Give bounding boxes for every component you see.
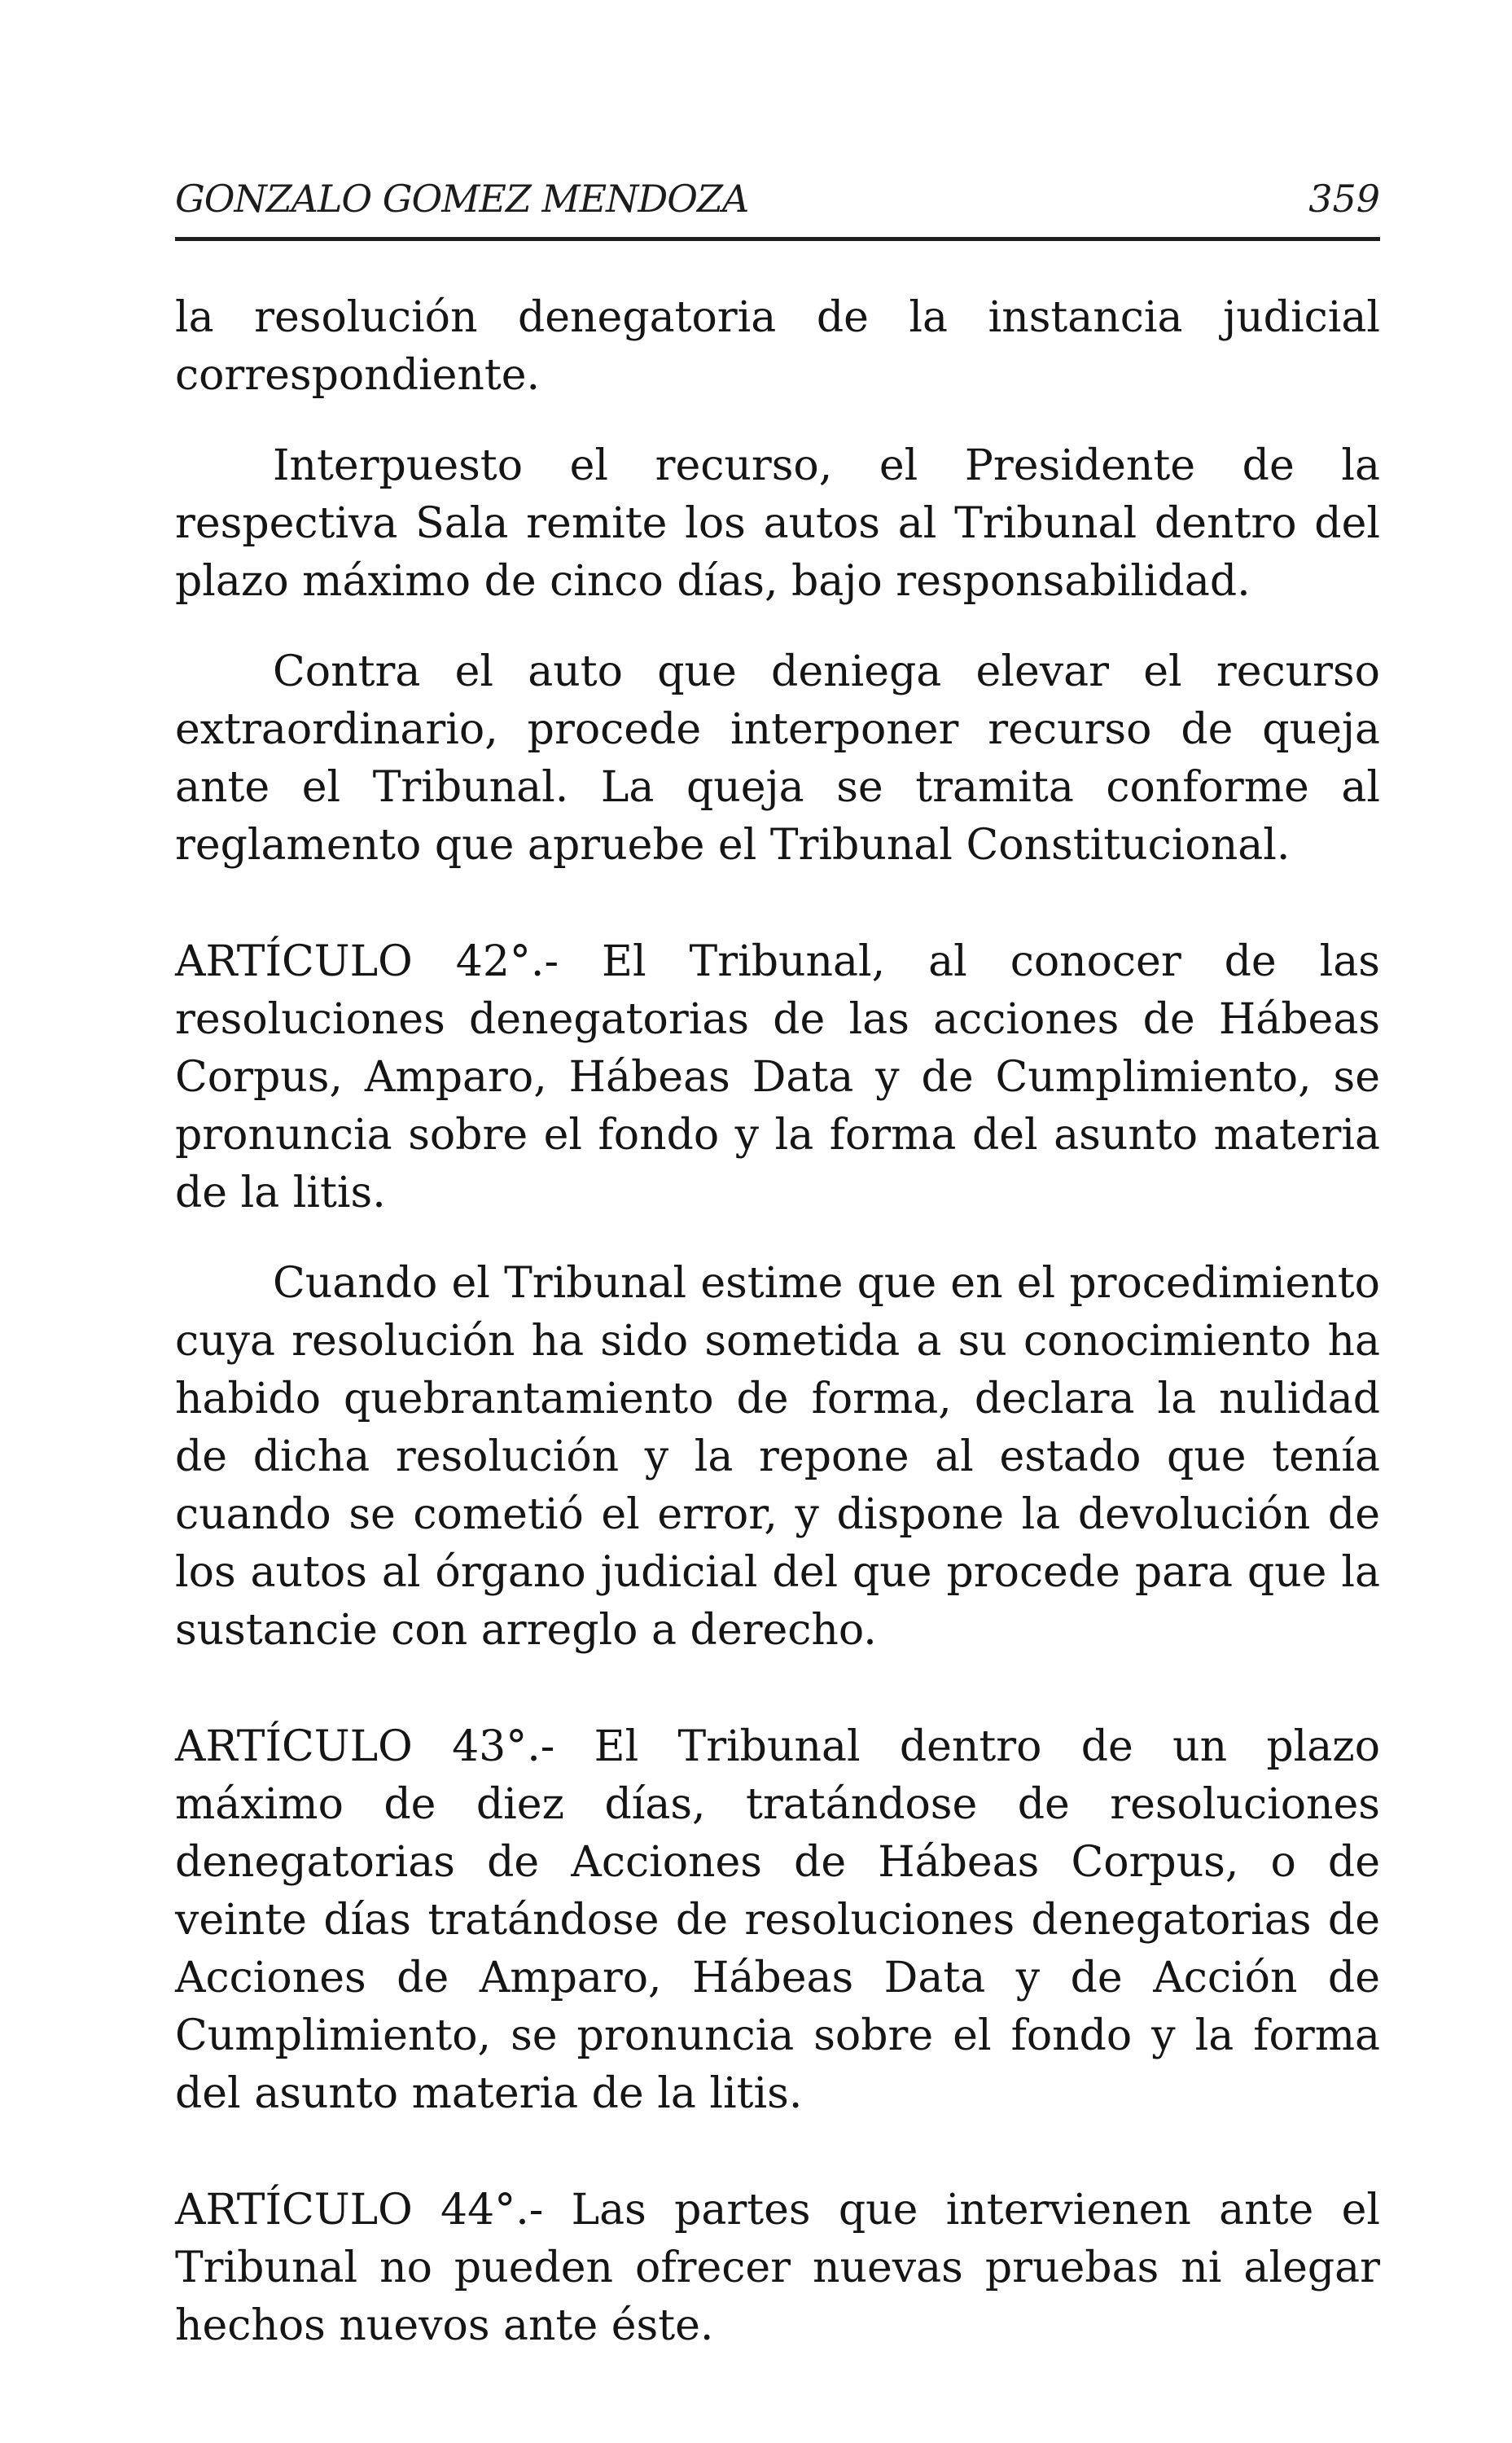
paragraph-continuation: la resolución denegatoria de la instancia judicial correspondiente. (175, 293, 1380, 400)
article-42-paragraph: ARTÍCULO 42°.- El Tribunal, al conocer de las resoluciones denegatorias de las acciones de Hábeas Corpus, Amparo, Hábeas Data y de Cumplimiento, se pronuncia sobre el fondo y la forma del asunto materia de la litis. (175, 937, 1380, 1217)
header-author: GONZALO GOMEZ MENDOZA (175, 177, 749, 221)
page-body (175, 289, 1380, 2355)
paragraph: Contra el auto que deniega elevar el recurso extraordinario, procede interponer recurso de queja ante el Tribunal. La queja se tramita conforme al reglamento que apruebe el Tribunal Constitucional. (175, 647, 1380, 870)
page-number: 359 (1308, 177, 1380, 221)
paragraph: Interpuesto el recurso, el Presidente de la respectiva Sala remite los autos al Tribunal dentro del plazo máximo de cinco días, bajo responsabilidad. (175, 441, 1380, 606)
running-header (175, 159, 1380, 241)
article-44-paragraph: ARTÍCULO 44°.- Las partes que intervienen ante el Tribunal no pueden ofrecer nuevas pruebas ni alegar hechos nuevos ante éste. (175, 2186, 1380, 2350)
paragraph: Cuando el Tribunal estime que en el procedimiento cuya resolución ha sido sometida a su conocimiento ha habido quebrantamiento de forma, declara la nulidad de dicha resolución y la repone al estado que tenía cuando se cometió el error, y dispone la devolución de los autos al órgano judicial del que procede para que la sustancie con arreglo a derecho. (175, 1259, 1380, 1655)
article-43-paragraph: ARTÍCULO 43°.- El Tribunal dentro de un plazo máximo de diez días, tratándose de resoluciones denegatorias de Acciones de Hábeas Corpus, o de veinte días tratándose de resoluciones denegatorias de Acciones de Amparo, Hábeas Data y de Acción de Cumplimiento, se pronuncia sobre el fondo y la forma del asunto materia de la litis. (175, 1722, 1380, 2118)
